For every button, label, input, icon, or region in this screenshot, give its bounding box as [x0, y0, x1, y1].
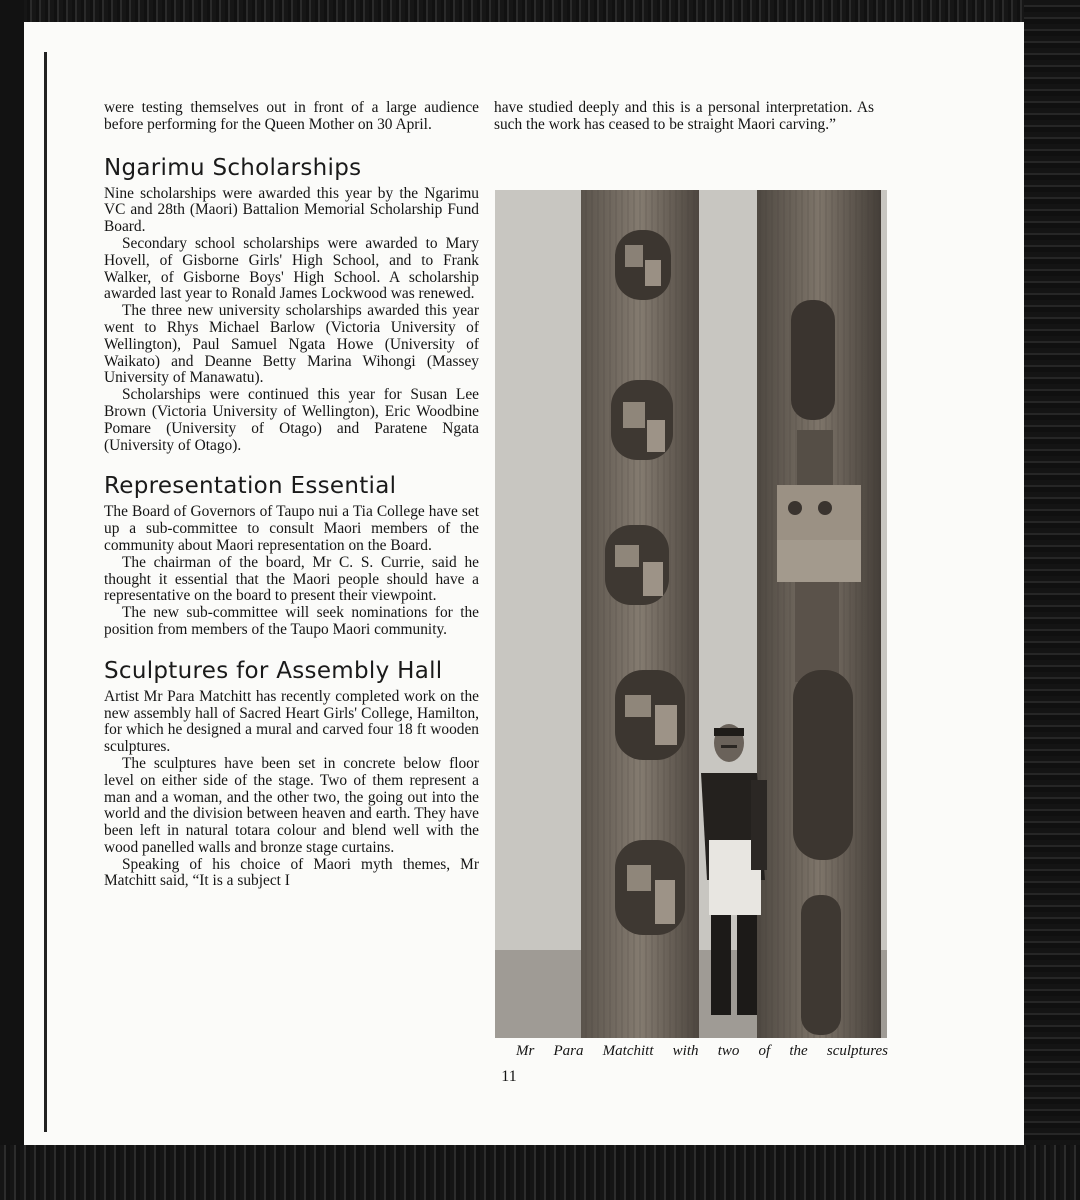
- heading-ngarimu-scholarships: Ngarimu Scholarships: [104, 154, 362, 181]
- continuation-paragraph: have studied deeply and this is a personal interpretation. As such the work has ceased to be straight Maori carving.”: [494, 99, 874, 133]
- paragraph: Nine scholarships were awarded this year by the Ngarimu VC and 28th (Maori) Battalion Memorial Scholarship Fund Board.: [104, 184, 479, 236]
- paragraph: Speaking of his choice of Maori myth themes, Mr Matchitt said, “It is a subject I: [104, 855, 479, 890]
- right-column-continuation: [494, 100, 874, 134]
- left-column: [104, 100, 479, 890]
- scan-border-right: [1024, 0, 1080, 1200]
- magazine-page: [24, 22, 1024, 1145]
- left-carved-pole: [581, 190, 699, 1038]
- paragraph: The new sub-committee will seek nominations for the position from members of the Taupo Maori community.: [104, 604, 479, 638]
- right-carved-pole: [757, 190, 881, 1038]
- paragraph: The Board of Governors of Taupo nui a Tia College have set up a sub-committee to consult Maori members of the community about Maori representation on the Board.: [104, 503, 479, 554]
- sculpture-illustration: [495, 190, 887, 1038]
- paragraph: Scholarships were continued this year for Susan Lee Brown (Victoria University of Wellington), Eric Woodbine Pomare (University of Otago) and Paratene Ngata (University of Otago).: [104, 386, 479, 454]
- paragraph: The chairman of the board, Mr C. S. Currie, said he thought it essential that the Maori people should have a representative on the board to present their viewpoint.: [104, 553, 479, 605]
- sculpture-photo: [495, 190, 887, 1038]
- heading-sculptures-assembly-hall: Sculptures for Assembly Hall: [104, 657, 443, 684]
- paragraph: The sculptures have been set in concrete below floor level on either side of the stage. Two of them represent a man and a woman, and the other two, the going out into the world and the division between heaven and earth. They have been left in natural totara colour and blend well with the wood panelled walls and bronze stage curtains.: [104, 754, 479, 856]
- paragraph: Artist Mr Para Matchitt has recently completed work on the new assembly hall of Sacred Heart Girls' College, Hamilton, for which he designed a mural and carved four 18 ft wooden sculptures.: [104, 687, 479, 756]
- scan-border-left: [0, 0, 24, 1200]
- heading-representation-essential: Representation Essential: [104, 473, 397, 500]
- scan-border-bottom: [0, 1145, 1080, 1200]
- intro-paragraph: were testing themselves out in front of a large audience before performing for the Queen Mother on 30 April.: [104, 99, 479, 133]
- page-number: 11: [501, 1068, 517, 1085]
- scan-border-top: [0, 0, 1080, 22]
- paragraph: The three new university scholarships awarded this year went to Rhys Michael Barlow (Victoria University of Wellington), Paul Samuel Ngata Howe (University of Waikato) and Deanne Betty Marina Wihongi (Massey University of Manawatu).: [104, 302, 479, 387]
- page-binding-line: [44, 52, 47, 1132]
- paragraph: Secondary school scholarships were awarded to Mary Hovell, of Gisborne Girls' High School, and to Frank Walker, of Gisborne Boys' High School. A scholarship awarded last year to Ronald James Lockwood was renewed.: [104, 234, 479, 303]
- photo-caption: Mr Para Matchitt with two of the sculptures: [516, 1043, 888, 1059]
